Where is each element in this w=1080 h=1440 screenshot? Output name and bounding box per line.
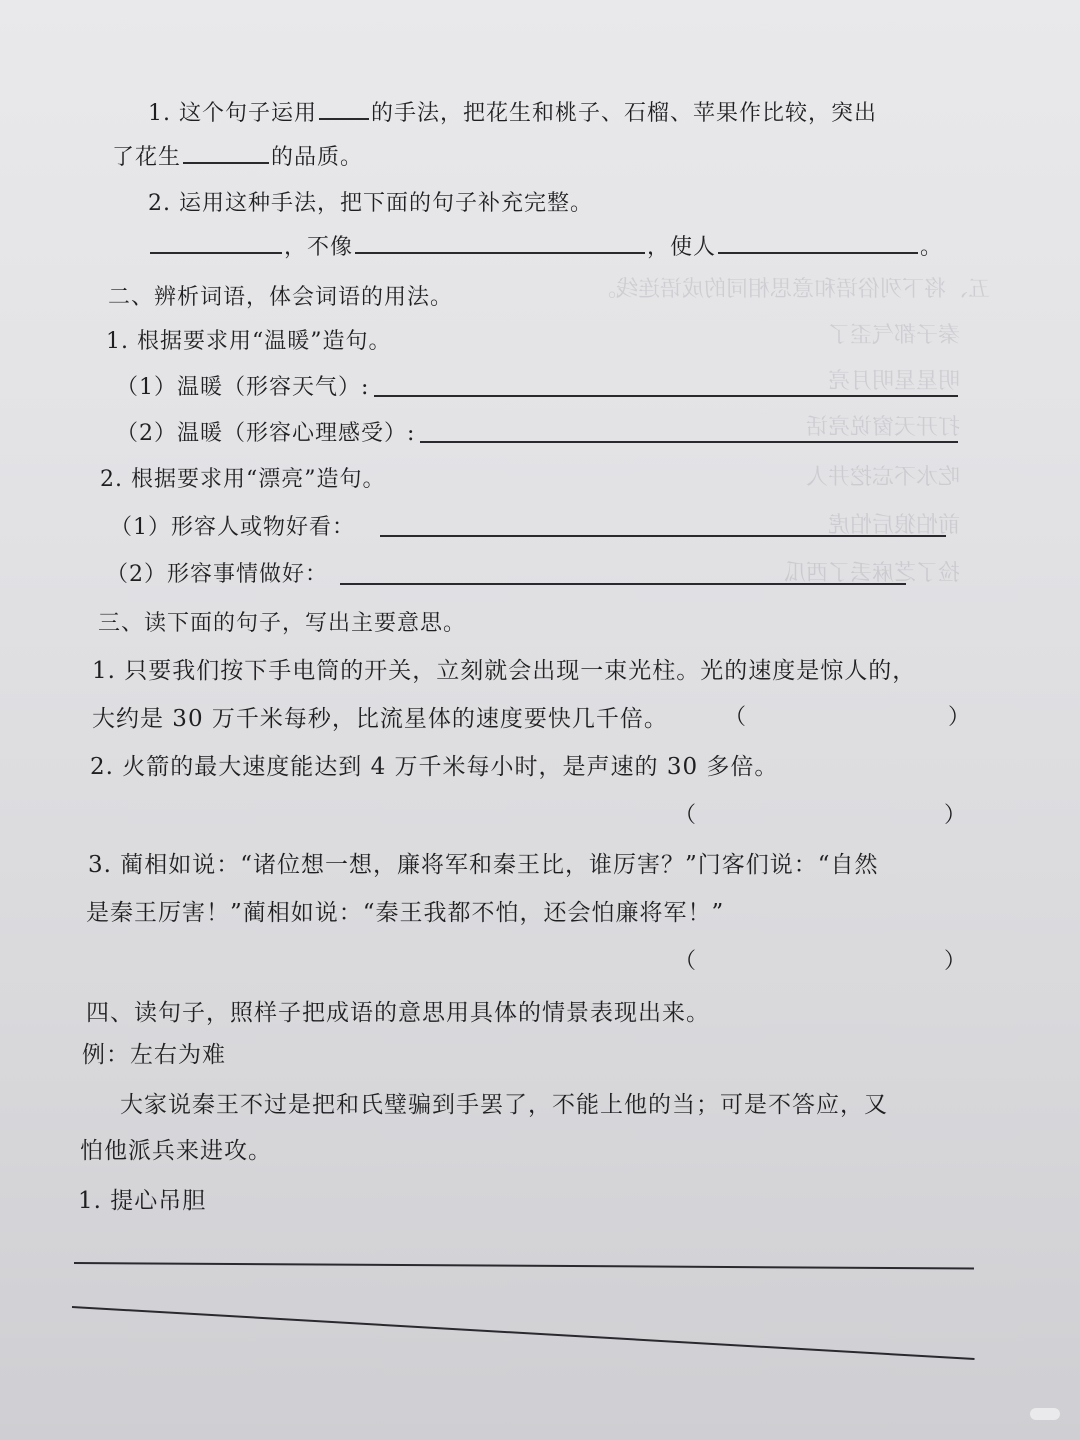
fill-text: ，使人 [647, 235, 717, 260]
bleed-through-text: 五、将下列俗语和意思相同的成语连线。 [593, 277, 990, 302]
answer-blank[interactable] [183, 140, 269, 164]
example-sentence-cont: 怕他派兵来进攻。 [80, 1138, 272, 1164]
section-2-heading: 二、辨析词语，体会词语的用法。 [108, 285, 454, 310]
answer-paren-close: ） [944, 803, 967, 828]
bleed-through-text: 打开天窗说亮话 [805, 415, 960, 440]
question-1-1-cont [112, 140, 363, 171]
answer-paren-close: ） [948, 705, 971, 730]
question-3-3: 3. 蔺相如说：“诸位想一想，廉将军和秦王比，谁厉害？”门客们说：“自然 [88, 852, 879, 878]
question-2-2: 2. 根据要求用“漂亮”造句。 [100, 467, 386, 492]
question-2-1-a: （1）温暖（形容天气）: [116, 375, 370, 400]
question-3-3-cont: 是秦王厉害！”蔺相如说：“秦王我都不怕，还会怕廉将军！” [86, 900, 725, 926]
bleed-through-text: 秦子都气歪了 [827, 323, 960, 348]
sentence-fill [148, 230, 943, 261]
question-3-1: 1. 只要我们按下手电筒的开关，立刻就会出现一束光柱。光的速度是惊人的， [92, 658, 917, 684]
answer-line[interactable] [72, 1306, 975, 1360]
fill-text: ，不像 [284, 235, 354, 260]
question-text: 的品质。 [271, 145, 364, 170]
question-text: 1. 这个句子运用 [148, 101, 317, 126]
question-1-2: 2. 运用这种手法，把下面的句子补充完整。 [148, 191, 593, 216]
answer-blank[interactable] [150, 230, 282, 254]
answer-paren-open: （ [724, 705, 747, 730]
answer-line[interactable] [74, 1262, 974, 1269]
bleed-through-text: 明星星明月亮 [827, 369, 960, 394]
question-2-2-a: （1）形容人或物好看： [110, 515, 355, 540]
question-2-1: 1. 根据要求用“温暖”造句。 [106, 329, 392, 354]
answer-paren-open: （ [674, 949, 697, 974]
answer-paren-open: （ [674, 803, 697, 828]
question-3-1-cont: 大约是 30 万千米每秒，比流星体的速度要快几千倍。 [92, 706, 668, 732]
answer-blank[interactable] [718, 230, 918, 254]
section-4-heading: 四、读句子，照样子把成语的意思用具体的情景表现出来。 [86, 1000, 710, 1026]
answer-line[interactable] [340, 583, 906, 585]
answer-blank[interactable] [319, 96, 369, 120]
fill-text: 。 [920, 235, 944, 260]
bleed-through-text: 前怕狼后怕虎 [827, 513, 960, 538]
section-3-heading: 三、读下面的句子，写出主要意思。 [98, 611, 467, 636]
paper-mark [1030, 1408, 1060, 1420]
answer-paren-close: ） [944, 949, 967, 974]
answer-line[interactable] [420, 441, 958, 443]
question-text: 的手法，把花生和桃子、石榴、苹果作比较，突出 [370, 101, 877, 126]
question-1-1 [148, 96, 877, 127]
question-text: 了花生 [112, 145, 182, 170]
example-label: 例：左右为难 [82, 1042, 226, 1068]
question-4-1: 1. 提心吊胆 [78, 1188, 207, 1214]
bleed-through-text: 吃水不忘挖井人 [805, 465, 960, 490]
question-3-2: 2. 火箭的最大速度能达到 4 万千米每小时，是声速的 30 多倍。 [90, 754, 779, 780]
bleed-through-text: 捡了芝麻丢了西瓜 [783, 561, 960, 586]
answer-line[interactable] [380, 535, 946, 537]
answer-line[interactable] [374, 395, 958, 397]
answer-blank[interactable] [355, 230, 645, 254]
question-2-2-b: （2）形容事情做好： [106, 562, 328, 587]
question-2-1-b: （2）温暖（形容心理感受）: [116, 421, 416, 446]
example-sentence: 大家说秦王不过是把和氏璧骗到手罢了，不能上他的当；可是不答应，又 [120, 1092, 888, 1118]
